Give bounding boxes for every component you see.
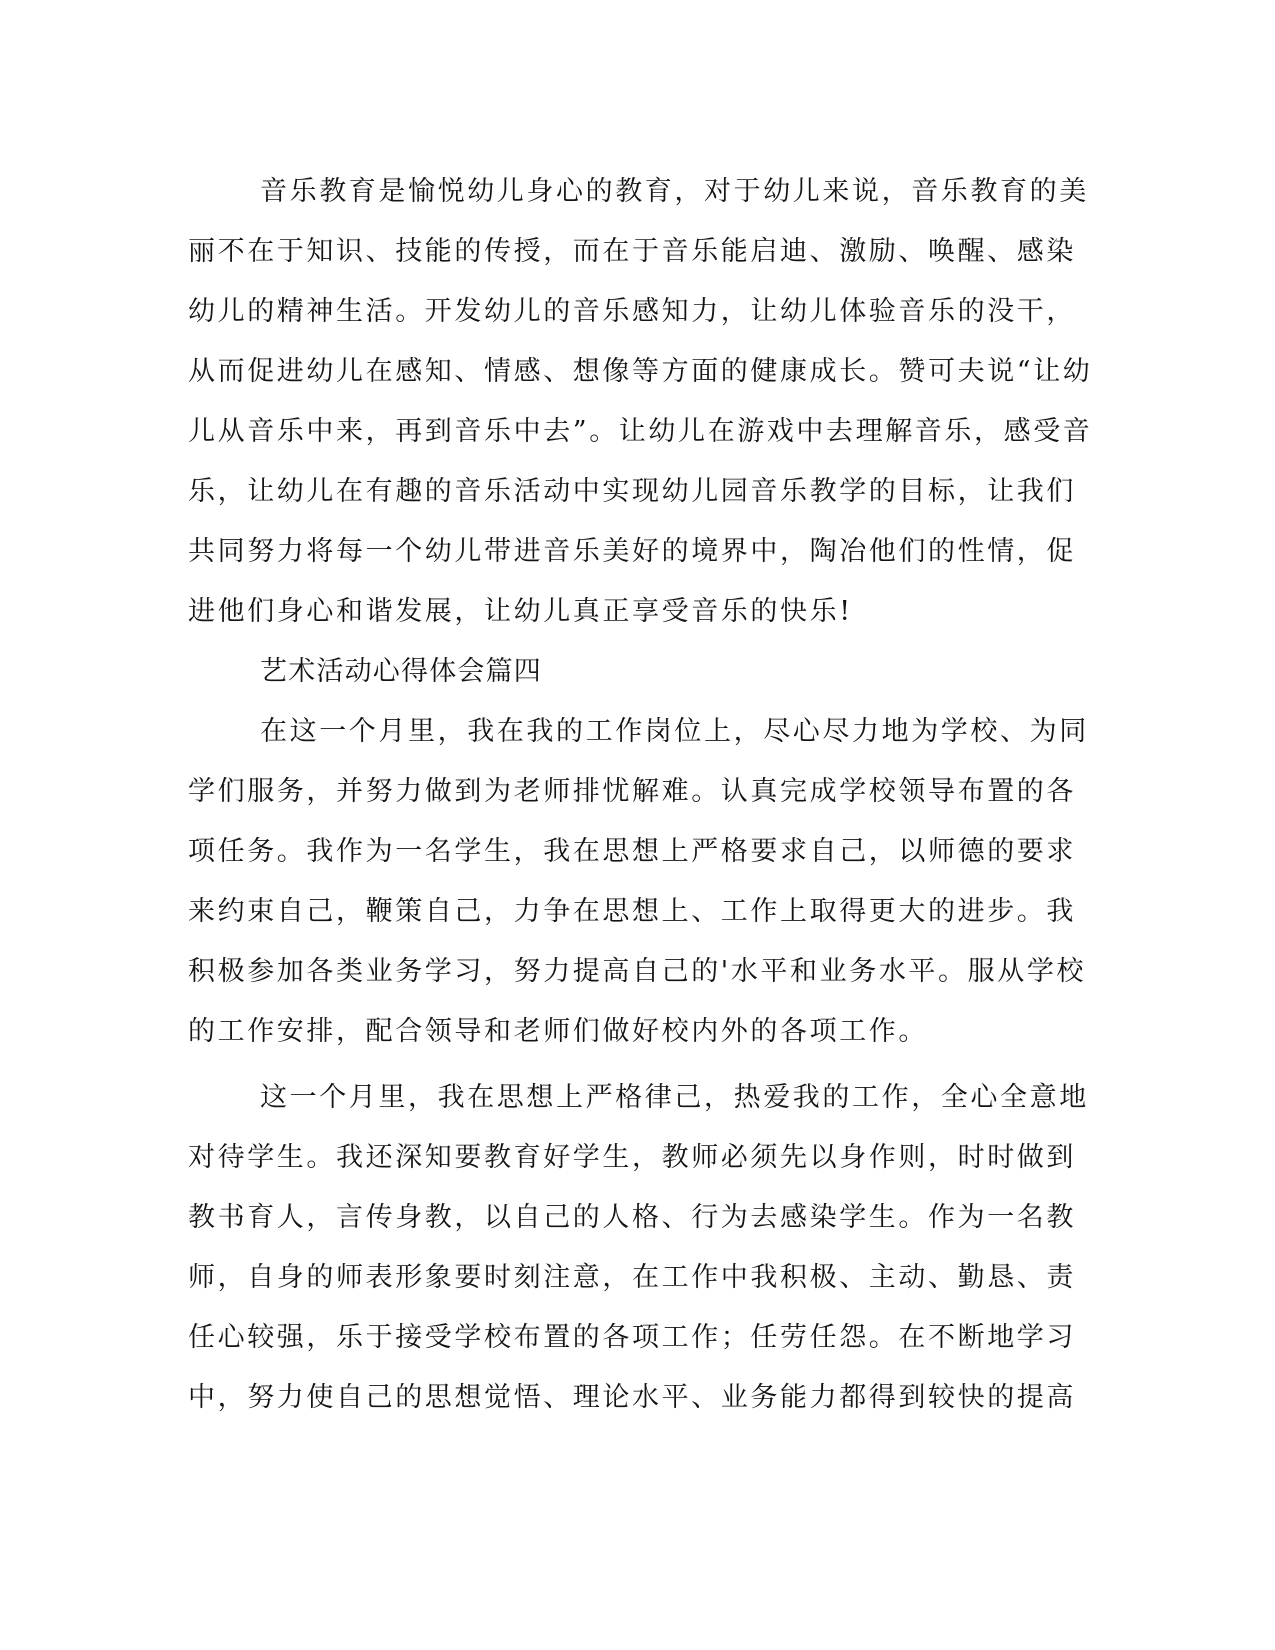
text-line: 教书育人，言传身教，以自己的人格、行为去感染学生。作为一名教 [188,1202,1076,1233]
text-line: 对待学生。我还深知要教育好学生，教师必须先以身作则，时时做到 [188,1142,1076,1173]
text-line: 积极参加各类业务学习，努力提高自己的'水平和业务水平。服从学校 [188,956,1087,987]
text-line: 音乐教育是愉悦幼儿身心的教育，对于幼儿来说，音乐教育的美 [260,176,1089,207]
text-line: 在这一个月里，我在我的工作岗位上，尽心尽力地为学校、为同 [260,716,1089,747]
text-line: 幼儿的精神生活。开发幼儿的音乐感知力，让幼儿体验音乐的没干， [188,296,1076,327]
text-line: 中，努力使自己的思想觉悟、理论水平、业务能力都得到较快的提高 [188,1382,1076,1413]
paragraph-self-discipline [188,1068,1089,1428]
text-line: 这一个月里，我在思想上严格律己，热爱我的工作，全心全意地 [260,1082,1089,1113]
text-line: 师，自身的师表形象要时刻注意，在工作中我积极、主动、勤恳、责 [188,1262,1076,1293]
text-line: 丽不在于知识、技能的传授，而在于音乐能启迪、激励、唤醒、感染 [188,236,1076,267]
paragraph-work-duties [188,702,1089,1062]
text-line: 的工作安排，配合领导和老师们做好校内外的各项工作。 [188,1016,928,1047]
text-line: 从而促进幼儿在感知、情感、想像等方面的健康成长。赞可夫说“让幼 [188,356,1093,387]
text-line: 任心较强，乐于接受学校布置的各项工作；任劳任怨。在不断地学习 [188,1322,1076,1353]
text-line: 共同努力将每一个幼儿带进音乐美好的境界中，陶冶他们的性情，促 [188,536,1076,567]
text-line: 学们服务，并努力做到为老师排忧解难。认真完成学校领导布置的各 [188,776,1076,807]
text-line: 项任务。我作为一名学生，我在思想上严格要求自己，以师德的要求 [188,836,1076,867]
text-line: 儿从音乐中来，再到音乐中去”。让幼儿在游戏中去理解音乐，感受音 [188,416,1093,447]
section-heading: 艺术活动心得体会篇四 [260,656,542,687]
text-line: 乐，让幼儿在有趣的音乐活动中实现幼儿园音乐教学的目标，让我们 [188,476,1076,507]
paragraph-music-education [188,162,1093,642]
text-line: 进他们身心和谐发展，让幼儿真正享受音乐的快乐! [188,596,853,627]
text-line: 来约束自己，鞭策自己，力争在思想上、工作上取得更大的进步。我 [188,896,1076,927]
document-body [188,162,1093,1428]
